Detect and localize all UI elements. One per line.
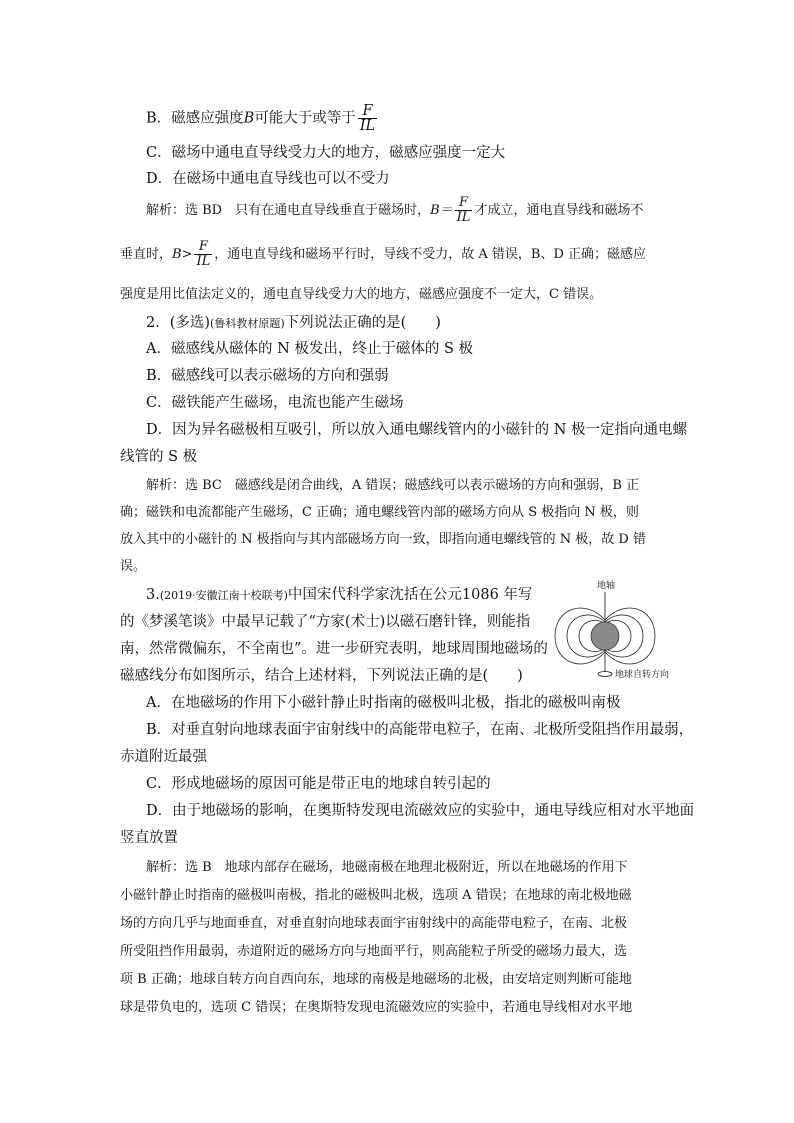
q3-stem-line-3: 南，然常微偏东，不全南也”。进一步研究表明，地球周围地磁场的 [120, 641, 548, 657]
q1-analysis-line-2 [120, 240, 646, 269]
q2-option-d: D．因为异名磁极相互吸引，所以放入通电螺线管内的小磁针的 N 极一定指向通电螺 [146, 422, 688, 438]
q3-analysis-line-6: 球是带负电的，选项 C 错误；在奥斯特发现电流磁效应的实验中，若通电导线相对水平地 [120, 1000, 633, 1015]
q1-analysis-fraction [455, 196, 473, 225]
fraction-numerator: F [455, 196, 473, 211]
q3-stem-number: 3. [146, 587, 160, 603]
q3-stem-text: 中国宋代科学家沈括在公元1086 年写 [287, 587, 533, 603]
earth-magnetic-field-figure [545, 578, 685, 683]
q2-stem-number: 2．(多选) [146, 315, 211, 331]
q1-analysis-fraction [194, 240, 212, 269]
q1-analysis-formula: B> [172, 247, 193, 262]
q3-option-c: C．形成地磁场的原因可能是带正电的地球自转引起的 [146, 776, 491, 792]
q1-option-b-mid: 可能大于或等于 [254, 110, 356, 127]
q2-option-a: A．磁感线从磁体的 N 极发出，终止于磁体的 S 极 [146, 341, 474, 357]
q1-analysis-text: 垂直时， [120, 247, 173, 262]
fraction-numerator: F [194, 240, 212, 255]
q3-option-b-cont: 赤道附近最强 [120, 749, 207, 765]
q1-option-b-prefix: B．磁感应强度 [146, 110, 244, 127]
q3-analysis-line-3: 场的方向几乎与地面垂直，对垂直射向地球表面宇宙射线中的高能带电粒子，在南、北极 [120, 916, 628, 931]
q2-analysis-line-1: 解析：选 BC 磁感线是闭合曲线，A 错误；磁感线可以表示磁场的方向和强弱，B 正 [146, 478, 640, 493]
q3-analysis-line-4: 所受阻挡作用最弱，赤道附近的磁场方向与地面平行，则高能粒子所受的磁场力最大，选 [120, 944, 628, 959]
q3-source: (2019·安徽江南十校联考) [159, 589, 288, 602]
q1-analysis-text: 才成立，通电直导线和磁场不 [474, 203, 644, 218]
q1-analysis-formula: B＝ [430, 203, 453, 218]
q2-analysis-line-3: 放入其中的小磁针的 N 极指向与其内部磁场方向一致，即指向通电螺线管的 N 极，故 D 错 [120, 532, 646, 547]
q1-option-b-fraction [358, 104, 377, 133]
q3-analysis-line-5: 项 B 正确；地球自转方向自西向东，地球的南极是地磁场的北极，由安培定则判断可能地 [120, 972, 632, 987]
rotation-arrow [598, 672, 612, 677]
q1-option-b [146, 104, 379, 133]
q1-analysis-line-3: 强度是用比值法定义的，通电直导线受力大的地方，磁感应强度不一定大，C 错误。 [120, 287, 603, 302]
q3-option-a: A．在地磁场的作用下小磁针静止时指南的磁极叫北极，指北的磁极叫南极 [146, 695, 621, 711]
q1-option-d: D．在磁场中通电直导线也可以不受力 [146, 171, 390, 187]
q2-option-b: B．磁感线可以表示磁场的方向和强弱 [146, 368, 389, 384]
earth-globe [591, 622, 619, 650]
q1-analysis-line-1 [146, 196, 643, 225]
q3-stem-line-1 [146, 583, 532, 604]
q3-stem-line-4: 磁感线分布如图所示，结合上述材料，下列说法正确的是( ) [120, 668, 523, 684]
q3-option-d-cont: 竖直放置 [120, 830, 178, 846]
q2-stem [146, 311, 441, 332]
fraction-denominator: IL [359, 118, 376, 134]
q3-analysis-line-2: 小磁针静止时指南的磁极叫南极，指北的磁极叫北极，选项 A 错误；在地球的南北极地磁 [120, 888, 632, 903]
q2-analysis-line-2: 确；磁铁和电流都能产生磁场，C 正确；通电螺线管内部的磁场方向从 S 极指向 N 极，则 [120, 505, 639, 520]
q2-option-d-cont: 线管的 S 极 [120, 449, 198, 465]
fraction-numerator: F [358, 104, 377, 119]
q3-stem-line-2: 的《梦溪笔谈》中最早记载了“方家(术士)以磁石磨针锋，则能指 [120, 614, 531, 630]
q1-option-c: C．磁场中通电直导线受力大的地方，磁感应强度一定大 [146, 145, 506, 161]
q2-stem-text: 下列说法正确的是( ) [284, 315, 441, 331]
figure-axis-label: 地轴 [597, 580, 616, 590]
q1-analysis-text: 解析：选 BD 只有在通电直导线垂直于磁场时， [146, 203, 431, 218]
q1-option-b-var: B [243, 110, 255, 127]
q2-source: (鲁科教材原题) [210, 317, 285, 330]
q3-option-b: B．对垂直射向地球表面宇宙射线中的高能带电粒子，在南、北极所受阻挡作用最弱， [146, 722, 694, 738]
figure-rotation-label: 地球自转方向 [615, 669, 670, 679]
fraction-denominator: IL [196, 254, 211, 269]
fraction-denominator: IL [456, 210, 471, 225]
q1-analysis-text: ，通电直导线和磁场平行时，导线不受力，故 A 错误，B、D 正确；磁感应 [214, 247, 647, 262]
q2-option-c: C．磁铁能产生磁场，电流也能产生磁场 [146, 395, 404, 411]
q3-option-d: D．由于地磁场的影响，在奥斯特发现电流磁效应的实验中，通电导线应相对水平地面 [146, 803, 695, 819]
q3-analysis-line-1: 解析：选 B 地球内部存在磁场，地磁南极在地理北极附近，所以在地磁场的作用下 [146, 860, 628, 875]
q2-analysis-line-4: 误。 [120, 559, 147, 574]
